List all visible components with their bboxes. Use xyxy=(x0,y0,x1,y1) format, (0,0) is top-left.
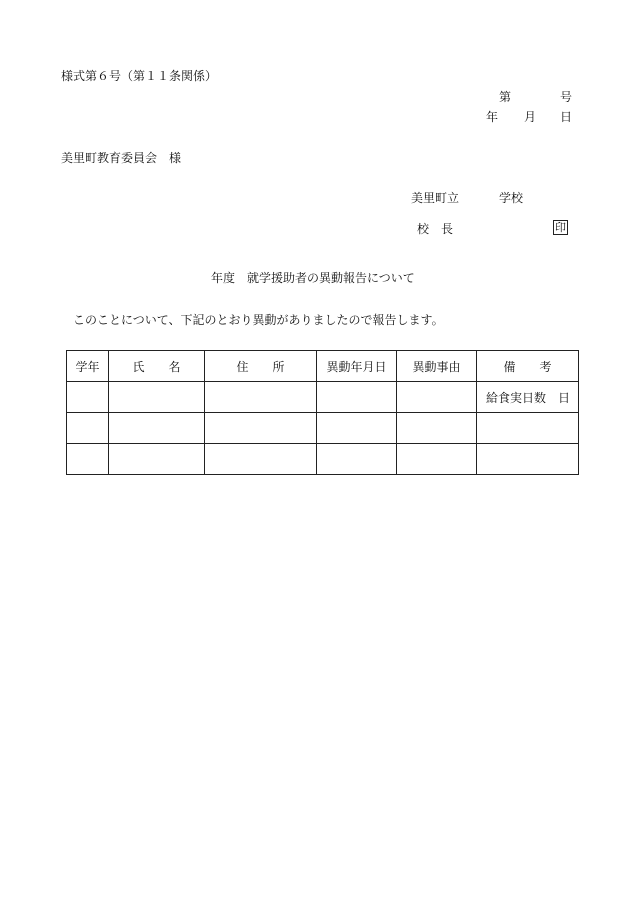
date-day-label: 日 xyxy=(560,110,573,124)
header-address: 住 所 xyxy=(205,351,317,382)
form-number: 様式第６号（第１１条関係） xyxy=(61,69,218,83)
table-cell xyxy=(397,382,477,413)
date-month-label: 月 xyxy=(524,110,537,124)
remarks-cell xyxy=(477,413,579,444)
table-cell xyxy=(67,413,109,444)
body-text: このことについて、下記のとおり異動がありましたので報告します。 xyxy=(73,313,444,327)
seal-mark: 印 xyxy=(555,221,566,234)
table-cell xyxy=(67,382,109,413)
table-cell xyxy=(109,413,205,444)
table-cell xyxy=(109,382,205,413)
table-cell xyxy=(205,382,317,413)
table-cell xyxy=(317,413,397,444)
document-number-prefix: 第 xyxy=(499,90,512,104)
header-remarks: 備 考 xyxy=(477,351,579,382)
report-table xyxy=(66,350,579,475)
table-header-row xyxy=(67,351,579,382)
header-change-reason: 異動事由 xyxy=(397,351,477,382)
school-suffix-label: 学校 xyxy=(499,191,524,205)
document-title: 年度 就学援助者の異動報告について xyxy=(211,271,415,285)
table-cell xyxy=(397,413,477,444)
header-grade: 学年 xyxy=(67,351,109,382)
remarks-cell xyxy=(477,444,579,475)
table-row xyxy=(67,444,579,475)
document-number-suffix: 号 xyxy=(560,90,573,104)
table-cell xyxy=(67,444,109,475)
remarks-cell: 給食実日数 日 xyxy=(477,382,579,413)
table-cell xyxy=(205,444,317,475)
table-cell xyxy=(205,413,317,444)
header-name: 氏 名 xyxy=(109,351,205,382)
table-cell xyxy=(109,444,205,475)
addressee: 美里町教育委員会 様 xyxy=(61,151,182,165)
table-row xyxy=(67,382,579,413)
table-cell xyxy=(317,444,397,475)
school-town-label: 美里町立 xyxy=(411,191,460,205)
table-cell xyxy=(317,382,397,413)
principal-label: 校 長 xyxy=(417,222,454,236)
table-cell xyxy=(397,444,477,475)
header-change-date: 異動年月日 xyxy=(317,351,397,382)
table-row xyxy=(67,413,579,444)
date-year-label: 年 xyxy=(486,110,499,124)
